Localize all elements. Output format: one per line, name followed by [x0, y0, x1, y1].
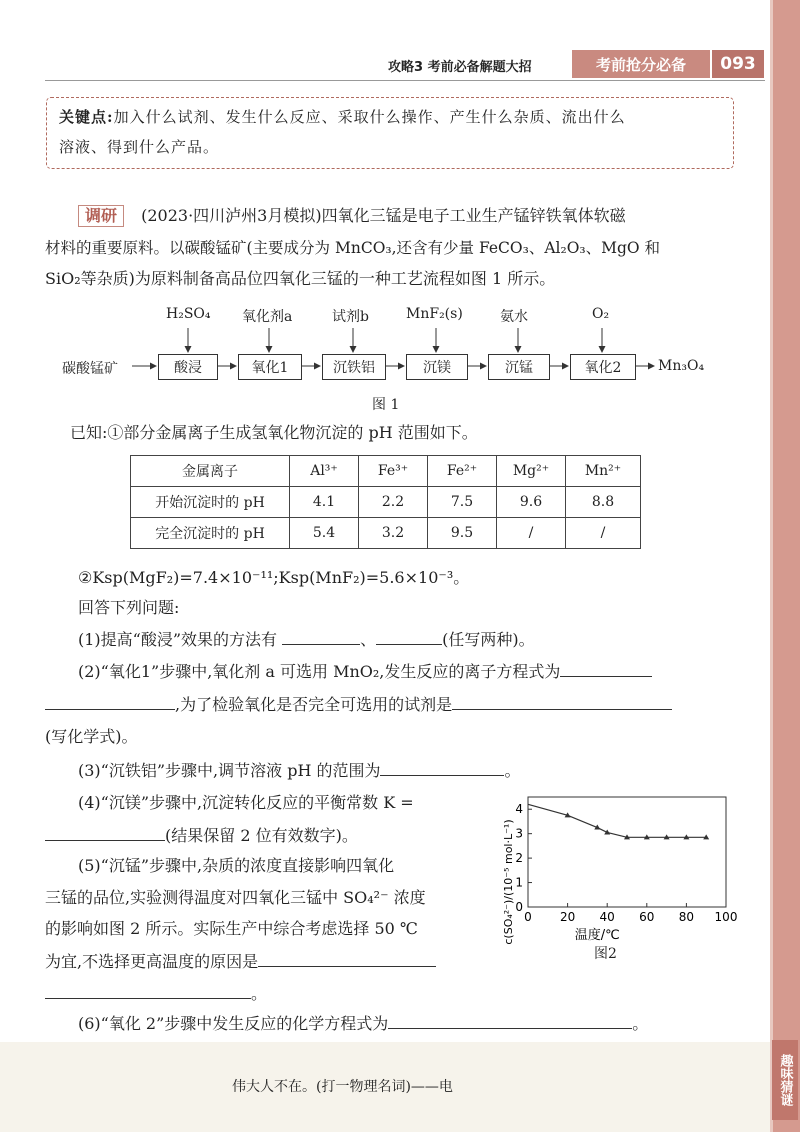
keypoint-line2: 溶液、得到什么产品。 [59, 138, 220, 156]
problem-line3: SiO₂等杂质)为原料制备高品位四氧化三锰的一种工艺流程如图 1 所示。 [45, 269, 556, 288]
answer-blank[interactable] [560, 660, 652, 677]
question-5-line2: 三锰的品位,实验测得温度对四氧化三锰中 SO₄²⁻ 浓度 [45, 888, 426, 907]
known-intro: 已知:①部分金属离子生成氢氧化物沉淀的 pH 范围如下。 [70, 423, 478, 442]
chart-svg [502, 785, 756, 975]
y-tick-label: 4 [515, 802, 523, 817]
ksp-line: ②Ksp(MgF₂)=7.4×10⁻¹¹;Ksp(MnF₂)=5.6×10⁻³。 [78, 568, 470, 587]
keypoint-box: 关键点:加入什么试剂、发生什么反应、采取什么操作、产生什么杂质、流出什么 溶液、得到什么产品。 [46, 97, 734, 169]
keypoint-label: 关键点 [59, 108, 108, 126]
figure2-caption: 图2 [594, 946, 617, 962]
flow-start: 碳酸锰矿 [62, 361, 118, 377]
y-tick-label: 1 [515, 875, 523, 890]
flow-step-3: 沉铁铝 [322, 354, 386, 380]
x-tick-label: 20 [559, 910, 576, 924]
answer-blank[interactable] [45, 693, 175, 710]
question-2-line1: (2)“氧化1”步骤中,氧化剂 a 可选用 MnO₂,发生反应的离子方程式为 [78, 660, 652, 683]
x-axis-label: 温度/℃ [574, 928, 620, 943]
x-tick-label: 60 [639, 910, 655, 924]
reagent-6: O₂ [592, 306, 610, 322]
reagent-2: 氧化剂a [242, 309, 293, 325]
question-5-line1: (5)“沉锰”步骤中,杂质的浓度直接影响四氧化 [78, 856, 395, 875]
flow-step-2: 氧化1 [238, 354, 302, 380]
answer-blank[interactable] [376, 628, 442, 645]
page-edge-strip [770, 0, 800, 1132]
flow-step-5: 沉锰 [488, 354, 550, 380]
section-title: 攻略3 考前必备解题大招 [388, 60, 532, 75]
table-row: 金属离子 Al³⁺ Fe³⁺ Fe²⁺ Mg²⁺ Mn²⁺ [131, 456, 641, 487]
question-3: (3)“沉铁铝”步骤中,调节溶液 pH 的范围为 。 [78, 761, 521, 780]
reagent-5: 氨水 [500, 309, 528, 325]
y-tick-label: 2 [515, 851, 523, 866]
flow-step-1: 酸浸 [158, 354, 218, 380]
question-5-line5: 。 [45, 982, 267, 1005]
problem-tag: 调研 [78, 205, 124, 227]
question-6: (6)“氧化 2”步骤中发生反应的化学方程式为 。 [78, 1014, 649, 1033]
flow-end: Mn₃O₄ [658, 358, 705, 374]
header-badge: 考前抢分必备 [572, 50, 710, 78]
y-tick-label: 0 [515, 900, 523, 914]
plot-frame [528, 797, 726, 907]
table-row: 开始沉淀时的 pH 4.1 2.2 7.5 9.6 8.8 [131, 487, 641, 518]
answer-blank[interactable] [45, 982, 251, 999]
reagent-1: H₂SO₄ [166, 306, 211, 322]
footer-riddle: 伟大人不在。(打一物理名词)——电 [232, 1079, 453, 1095]
side-tab: 趣味猜谜 [772, 1040, 798, 1120]
y-axis-label: c(SO₄²⁻)/(10⁻⁵ mol·L⁻¹) [502, 819, 515, 945]
x-tick-label: 80 [678, 910, 695, 924]
table-row: 完全沉淀时的 pH 5.4 3.2 9.5 / / [131, 518, 641, 549]
question-2-line3: (写化学式)。 [45, 727, 138, 746]
y-tick-label: 3 [515, 826, 523, 841]
series-line [528, 804, 706, 837]
problem-line1: 调研 (2023·四川泸州3月模拟)四氧化三锰是电子工业生产锰锌铁氧体软磁 [78, 205, 626, 227]
answer-blank[interactable] [380, 759, 504, 776]
x-tick-label: 0 [524, 910, 532, 924]
flow-step-4: 沉镁 [406, 354, 468, 380]
figure2-chart [502, 785, 756, 975]
answer-blank[interactable] [388, 1012, 632, 1029]
question-4-line2: (结果保留 2 位有效数字)。 [45, 824, 358, 847]
keypoint-line1: 加入什么试剂、发生什么反应、采取什么操作、产生什么杂质、流出什么 [113, 108, 626, 126]
figure1-caption: 图 1 [372, 397, 400, 413]
header-divider [45, 80, 765, 81]
x-tick-label: 40 [599, 910, 615, 924]
reagent-3: 试剂b [332, 309, 369, 325]
flow-step-6: 氧化2 [570, 354, 636, 380]
questions-intro: 回答下列问题: [78, 598, 180, 617]
problem-line2: 材料的重要原料。以碳酸锰矿(主要成分为 MnCO₃,还含有少量 FeCO₃、Al₂O₃、MgO 和 [45, 239, 661, 257]
question-5-line4: 为宜,不选择更高温度的原因是 [45, 950, 436, 973]
process-flow-diagram [62, 306, 710, 396]
ph-table [130, 455, 641, 549]
question-4-line1: (4)“沉镁”步骤中,沉淀转化反应的平衡常数 K = [78, 793, 414, 812]
reagent-4: MnF₂(s) [406, 306, 463, 322]
question-1: (1)提高“酸浸”效果的方法有 、 (任写两种)。 [78, 630, 535, 649]
question-5-line3: 的影响如图 2 所示。实际生产中综合考虑选择 50 ℃ [45, 919, 418, 938]
page-number: 093 [712, 50, 764, 78]
answer-blank[interactable] [45, 824, 165, 841]
question-2-line2: ,为了检验氧化是否完全可选用的试剂是 [45, 693, 672, 716]
x-tick-label: 100 [714, 910, 738, 924]
answer-blank[interactable] [282, 628, 360, 645]
answer-blank[interactable] [452, 693, 672, 710]
answer-blank[interactable] [258, 950, 436, 967]
